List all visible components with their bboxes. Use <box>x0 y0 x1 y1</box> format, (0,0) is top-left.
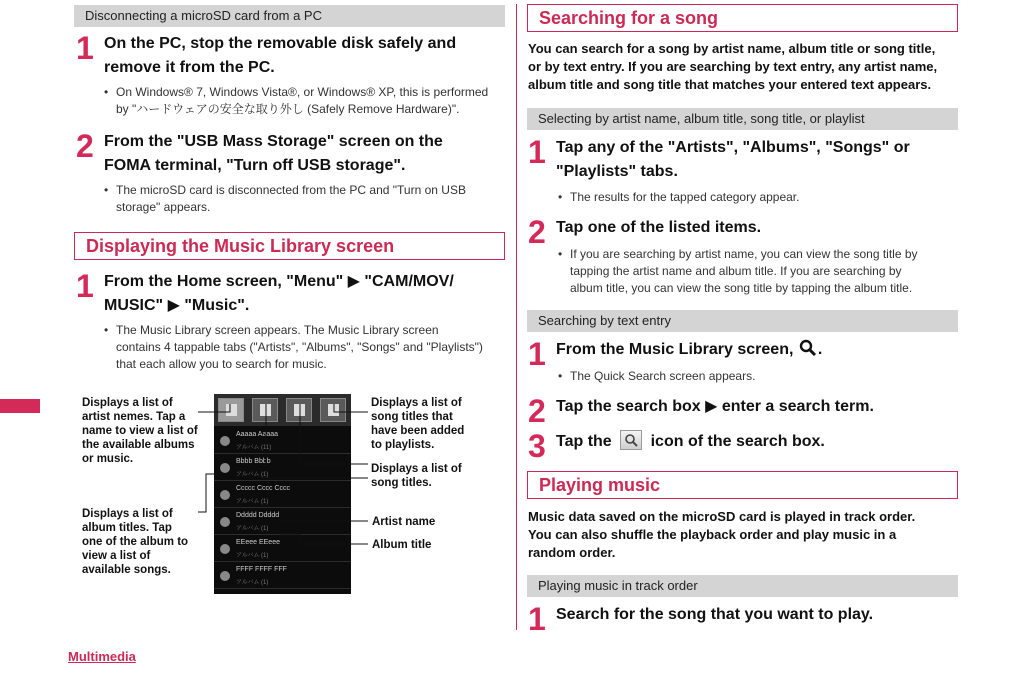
note-line: by "ハードウェアの安全な取り外し (Safely Remove Hardware)". <box>116 102 460 116</box>
note-line: tapping the artist name and album title. If you are searching by <box>570 264 902 278</box>
step-heading-text: From the Music Library screen, <box>556 341 794 358</box>
period: . <box>817 341 823 358</box>
step-tap-item <box>528 216 968 306</box>
album-title: アルバム (1) <box>236 553 269 559</box>
section-bar-selecting: Selecting by artist name, album title, song title, or playlist <box>527 108 958 130</box>
callout-artist-name: Artist name <box>372 516 436 528</box>
album-title: アルバム (1) <box>236 526 269 532</box>
intro-line: You can also shuffle the playback order and play music in a <box>528 527 897 542</box>
callout-line: name to view a list of <box>82 425 198 437</box>
search-button-icon <box>620 430 642 450</box>
step-number: 2 <box>76 128 94 164</box>
step-number: 1 <box>528 601 546 637</box>
step-heading-line: From the Home screen, "Menu" ▶ "CAM/MOV/ <box>104 273 454 290</box>
step-number: 1 <box>76 30 94 66</box>
callout-line: one of the album to <box>82 536 189 548</box>
callout-line: album titles. Tap <box>82 522 172 534</box>
callout-line: view a list of <box>82 550 151 562</box>
intro-line: album title and song title that matches your entered text appears. <box>528 77 932 92</box>
step-heading-text: Tap the <box>556 433 612 450</box>
intro-playing <box>528 508 968 562</box>
step-tap-search-icon <box>528 428 968 464</box>
callout-albums-tab <box>82 507 188 577</box>
step-number: 2 <box>528 393 546 429</box>
callout-line: artist nemes. Tap a <box>82 411 186 423</box>
step-heading <box>556 136 910 184</box>
intro-line: random order. <box>528 545 616 560</box>
album-title: アルバム (1) <box>236 580 269 586</box>
album-title: アルバム (1) <box>236 472 269 478</box>
chapter-side-tab <box>0 399 40 413</box>
callout-line: to playlists. <box>371 439 435 451</box>
artist-name: Bbbb Bbbb <box>236 458 271 465</box>
step-search-song <box>528 601 968 637</box>
callout-artists-tab <box>82 396 198 466</box>
note-line: • On Windows® 7, Windows Vista®, or Windows® XP, this is performed <box>116 85 489 99</box>
artist-name: Aaaaa Aaaaa <box>236 431 279 438</box>
step-heading: Search for the song that you want to play. <box>556 606 874 623</box>
step-heading-line: FOMA terminal, "Turn off USB storage". <box>104 157 406 174</box>
callout-line: or music. <box>82 453 134 465</box>
note-line: • The Music Library screen appears. The Music Library screen <box>116 323 439 337</box>
section-bar-track-order: Playing music in track order <box>527 575 958 597</box>
artist-name: EEeee EEeee <box>236 539 280 546</box>
section-bar-disconnect: Disconnecting a microSD card from a PC <box>74 5 505 27</box>
column-divider <box>516 4 517 630</box>
step-tap-tab <box>528 136 968 216</box>
callout-album-title: Album title <box>372 539 432 551</box>
section-title-searching: Searching for a song <box>527 4 958 32</box>
note-line: album title, you can view the song title by tapping the album title. <box>570 281 913 295</box>
footer-chapter-link[interactable]: Multimedia <box>68 649 136 664</box>
album-title: アルバム (1) <box>236 499 269 505</box>
step-heading-line: MUSIC" ▶ "Music". <box>104 297 250 314</box>
callout-playlists-tab <box>371 396 464 452</box>
callout-line: the available albums <box>82 439 195 451</box>
callout-songs-tab <box>371 462 462 490</box>
note-line: contains 4 tappable tabs ("Artists", "Albums", "Songs" and "Playlists") <box>116 340 483 354</box>
step-number: 1 <box>528 134 546 170</box>
step-heading-line: "Playlists" tabs. <box>556 163 678 180</box>
section-title-music-library: Displaying the Music Library screen <box>74 232 505 260</box>
callout-line: song titles that <box>371 411 453 423</box>
step-heading-line: From the "USB Mass Storage" screen on the <box>104 133 443 150</box>
note-line: that each allow you to search for music. <box>116 357 327 371</box>
album-title: アルバム (11) <box>236 445 272 451</box>
step-heading <box>556 338 822 362</box>
artist-name: Ccccc Cccc Cccc <box>236 485 291 492</box>
step-number: 1 <box>76 268 94 304</box>
callout-line: Displays a list of <box>371 463 462 475</box>
step-number: 3 <box>528 428 546 464</box>
intro-line: Music data saved on the microSD card is played in track order. <box>528 509 916 524</box>
callout-line: available songs. <box>82 564 171 576</box>
step-heading-line: On the PC, stop the removable disk safely and <box>104 35 457 52</box>
step-heading-line: Tap any of the "Artists", "Albums", "Songs" or <box>556 139 910 156</box>
step-open-search <box>528 338 968 388</box>
note-line: storage" appears. <box>116 200 211 214</box>
note-line: • If you are searching by artist name, you can view the song title by <box>570 247 918 261</box>
step-note <box>558 246 973 297</box>
step-number: 2 <box>528 214 546 250</box>
step-heading-text: icon of the search box. <box>650 433 825 450</box>
intro-searching <box>528 40 968 94</box>
callout-line: Displays a list of <box>371 397 462 409</box>
callout-line: have been added <box>371 425 465 437</box>
step-heading-line: remove it from the PC. <box>104 59 275 76</box>
step-number: 1 <box>528 336 546 372</box>
step-note: • The Quick Search screen appears. <box>558 368 958 385</box>
section-bar-text-entry: Searching by text entry <box>527 310 958 332</box>
step-heading: Tap one of the listed items. <box>556 219 762 236</box>
step-heading: Tap the search box ▶ enter a search term. <box>556 398 874 415</box>
note-line: • The microSD card is disconnected from the PC and "Turn on USB <box>116 183 466 197</box>
intro-line: or by text entry. If you are searching by text entry, any artist name, <box>528 59 938 74</box>
callout-line: Displays a list of <box>82 397 173 409</box>
search-icon <box>798 339 818 357</box>
step-heading <box>556 430 825 454</box>
callout-line: Displays a list of <box>82 508 173 520</box>
step-note: • The results for the tapped category appear. <box>558 189 958 206</box>
artist-name: Ddddd Ddddd <box>236 512 280 519</box>
artist-name: FFFF FFFF FFF <box>236 566 287 573</box>
intro-line: You can search for a song by artist name, album title or song title, <box>528 41 936 56</box>
section-title-playing: Playing music <box>527 471 958 499</box>
callout-line: song titles. <box>371 477 432 489</box>
step-enter-term <box>528 393 968 429</box>
